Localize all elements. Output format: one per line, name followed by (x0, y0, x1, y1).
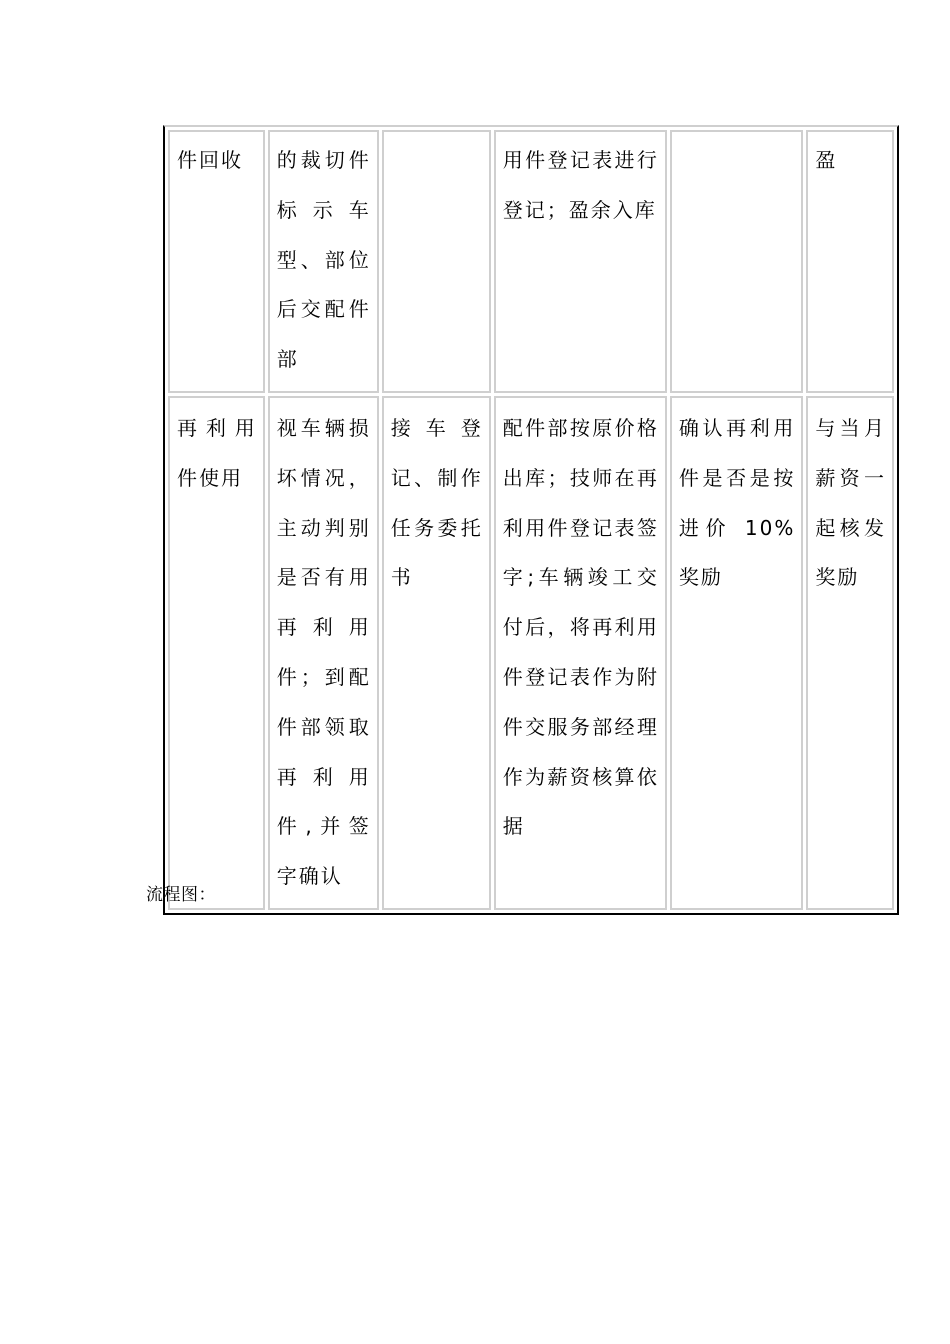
table-cell: 与当月薪资一起核发奖励 (806, 396, 894, 910)
table-cell: 件回收 (168, 130, 265, 393)
table-cell: 的裁切件标示车型、部位后交配件部 (268, 130, 379, 393)
table-cell: 确认再利用件是否是按进价 10%奖励 (670, 396, 803, 910)
table-cell (670, 130, 803, 393)
table-cell (382, 130, 491, 393)
table-cell: 盈 (806, 130, 894, 393)
table-cell: 再利用件使用 (168, 396, 265, 910)
table-cell: 用件登记表进行登记；盈余入库 (494, 130, 667, 393)
table-row (168, 396, 894, 910)
table-row (168, 130, 894, 393)
table-cell: 视车辆损坏情况，主动判别是否有用再利用件；到配件部领取再利用件,并签字确认 (268, 396, 379, 910)
flowchart-caption: 流程图： (146, 885, 216, 905)
table-cell: 配件部按原价格出库；技师在再利用件登记表签字;车辆竣工交付后，将再利用件登记表作为附件交服务部经理作为薪资核算依据 (494, 396, 667, 910)
table-cell: 接车登记、制作任务委托书 (382, 396, 491, 910)
process-table (163, 125, 899, 915)
